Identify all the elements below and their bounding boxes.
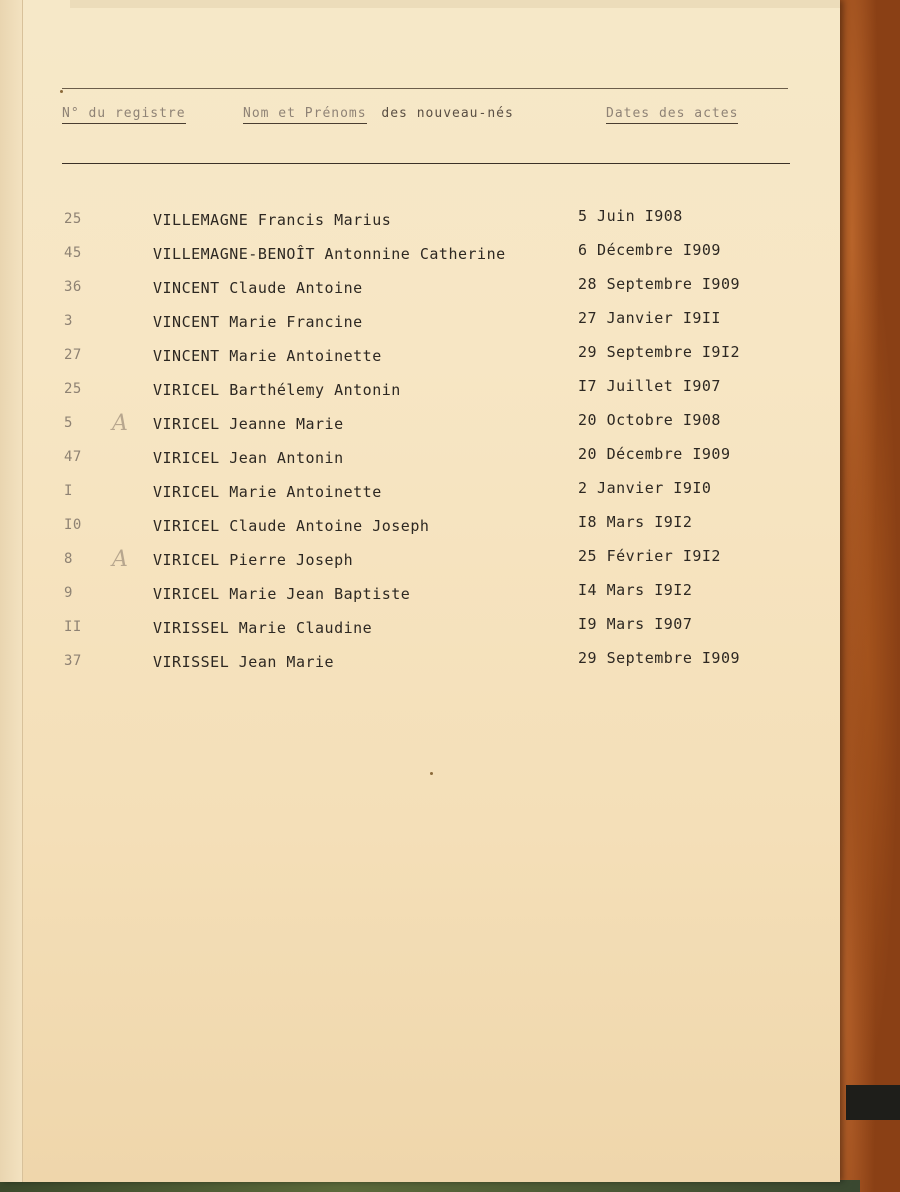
margin-mark: A <box>112 547 129 572</box>
register-number: 37 <box>64 653 82 669</box>
table-row <box>0 411 840 441</box>
register-number: 27 <box>64 347 82 363</box>
header-name-label-b: des nouveau-nés <box>381 106 514 121</box>
entry-date: 6 Décembre I909 <box>578 241 721 259</box>
page-fold <box>70 0 840 8</box>
register-number: 25 <box>64 211 82 227</box>
entry-date: I8 Mars I9I2 <box>578 513 693 531</box>
entry-name: VINCENT Marie Antoinette <box>153 347 382 365</box>
ink-speck <box>430 772 433 775</box>
entry-date: 28 Septembre I909 <box>578 275 741 293</box>
register-number: 5 <box>64 415 73 431</box>
register-number: 47 <box>64 449 82 465</box>
table-row <box>0 207 840 237</box>
register-number: II <box>64 619 82 635</box>
table-row <box>0 547 840 577</box>
register-number: 9 <box>64 585 73 601</box>
register-number: 3 <box>64 313 73 329</box>
register-number: I <box>64 483 73 499</box>
table-row <box>0 343 840 373</box>
entry-name: VIRICEL Pierre Joseph <box>153 551 354 569</box>
header-name <box>243 106 514 124</box>
table-row <box>0 479 840 509</box>
table-row <box>0 241 840 271</box>
entry-name: VIRICEL Jean Antonin <box>153 449 344 467</box>
header-date-label: Dates des actes <box>606 106 738 124</box>
margin-mark: A <box>112 411 129 436</box>
entry-date: 27 Janvier I9II <box>578 309 721 327</box>
table-row <box>0 309 840 339</box>
entry-date: 25 Février I9I2 <box>578 547 721 565</box>
register-number: 36 <box>64 279 82 295</box>
table-row <box>0 581 840 611</box>
table-row <box>0 377 840 407</box>
book-binding <box>846 1085 900 1120</box>
table-row <box>0 275 840 305</box>
entry-name: VIRICEL Marie Antoinette <box>153 483 382 501</box>
entry-date: 29 Septembre I909 <box>578 649 741 667</box>
entry-date: 20 Décembre I909 <box>578 445 731 463</box>
header-date <box>606 106 738 124</box>
entry-name: VIRISSEL Marie Claudine <box>153 619 373 637</box>
top-rule <box>62 88 788 89</box>
entry-date: 29 Septembre I9I2 <box>578 343 741 361</box>
header-rule <box>62 163 790 164</box>
entry-name: VIRICEL Jeanne Marie <box>153 415 344 433</box>
entry-date: I9 Mars I907 <box>578 615 693 633</box>
table-row <box>0 649 840 679</box>
entry-name: VINCENT Claude Antoine <box>153 279 363 297</box>
entry-name: VIRICEL Barthélemy Antonin <box>153 381 401 399</box>
table-row <box>0 445 840 475</box>
entry-name: VILLEMAGNE Francis Marius <box>153 211 392 229</box>
register-number: 8 <box>64 551 73 567</box>
entry-date: I4 Mars I9I2 <box>578 581 693 599</box>
header-register-number-label: N° du registre <box>62 106 186 124</box>
header-name-label-a: Nom et Prénoms <box>243 106 367 124</box>
entry-name: VIRICEL Marie Jean Baptiste <box>153 585 411 603</box>
register-number: I0 <box>64 517 82 533</box>
entry-date: 20 Octobre I908 <box>578 411 721 429</box>
entry-name: VINCENT Marie Francine <box>153 313 363 331</box>
ink-speck <box>60 90 63 93</box>
entry-date: 2 Janvier I9I0 <box>578 479 712 497</box>
register-number: 25 <box>64 381 82 397</box>
entry-name: VIRICEL Claude Antoine Joseph <box>153 517 430 535</box>
entry-date: I7 Juillet I907 <box>578 377 721 395</box>
table-row <box>0 513 840 543</box>
table-row <box>0 615 840 645</box>
entry-date: 5 Juin I908 <box>578 207 683 225</box>
register-number: 45 <box>64 245 82 261</box>
entry-name: VIRISSEL Jean Marie <box>153 653 335 671</box>
entry-name: VILLEMAGNE-BENOÎT Antonnine Catherine <box>153 245 506 263</box>
header-register-number <box>62 106 186 124</box>
